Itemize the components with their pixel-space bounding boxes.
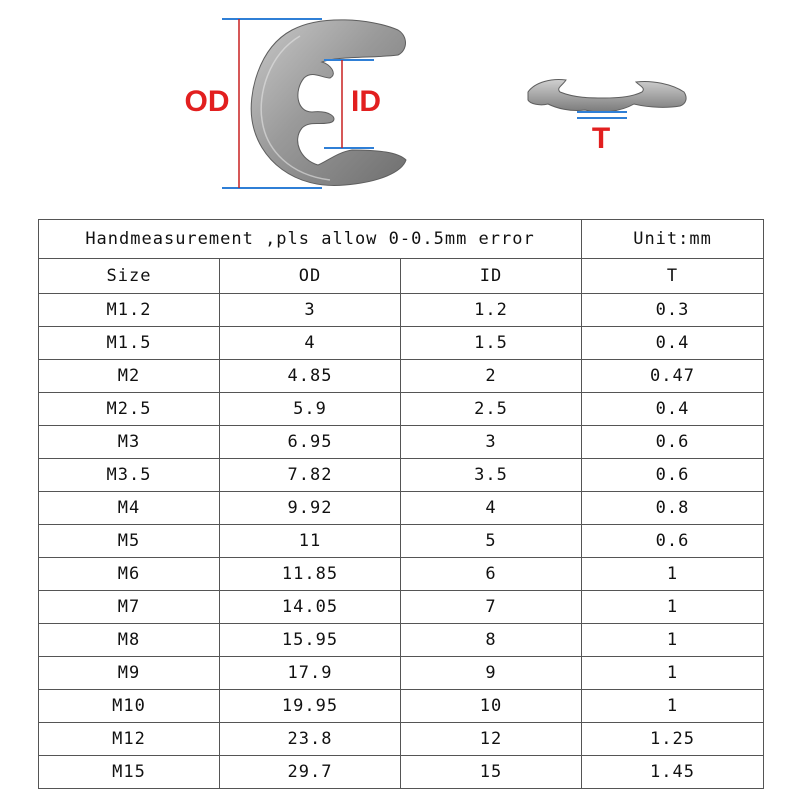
id-cell: 3 [401,426,582,459]
id-cell: 8 [401,624,582,657]
table-row [39,294,764,327]
t-cell: 0.4 [582,327,764,360]
table-row [39,591,764,624]
table-row [39,360,764,393]
table-row [39,756,764,789]
t-cell: 0.47 [582,360,764,393]
table-row [39,723,764,756]
od-cell: 23.8 [220,723,401,756]
header-od: OD [220,259,401,294]
id-cell: 9 [401,657,582,690]
id-cell: 4 [401,492,582,525]
e-clip-side-view [528,80,686,113]
table-row [39,657,764,690]
t-label: T [591,122,611,155]
id-label: ID [351,85,381,118]
od-cell: 6.95 [220,426,401,459]
od-cell: 7.82 [220,459,401,492]
measurement-note: Handmeasurement ,pls allow 0-0.5mm error [39,220,582,259]
od-cell: 5.9 [220,393,401,426]
od-cell: 3 [220,294,401,327]
size-cell: M3.5 [39,459,220,492]
id-cell: 1.2 [401,294,582,327]
size-cell: M1.2 [39,294,220,327]
size-cell: M7 [39,591,220,624]
header-row [39,259,764,294]
id-cell: 7 [401,591,582,624]
od-cell: 9.92 [220,492,401,525]
table-row [39,426,764,459]
table-row [39,690,764,723]
t-cell: 1 [582,657,764,690]
t-dimension [577,112,627,118]
od-cell: 4 [220,327,401,360]
size-table [38,219,764,789]
table-row [39,492,764,525]
size-cell: M12 [39,723,220,756]
table-row [39,393,764,426]
header-size: Size [39,259,220,294]
table-row [39,558,764,591]
header-t: T [582,259,764,294]
size-cell: M15 [39,756,220,789]
size-cell: M10 [39,690,220,723]
od-cell: 29.7 [220,756,401,789]
id-cell: 10 [401,690,582,723]
t-cell: 0.6 [582,525,764,558]
table-row [39,525,764,558]
id-cell: 2.5 [401,393,582,426]
od-cell: 4.85 [220,360,401,393]
size-cell: M1.5 [39,327,220,360]
size-cell: M8 [39,624,220,657]
t-cell: 0.8 [582,492,764,525]
size-cell: M3 [39,426,220,459]
id-cell: 3.5 [401,459,582,492]
table-row [39,327,764,360]
id-cell: 1.5 [401,327,582,360]
table-row [39,624,764,657]
size-cell: M9 [39,657,220,690]
od-label: OD [184,85,230,118]
od-cell: 11.85 [220,558,401,591]
note-row [39,220,764,259]
od-cell: 15.95 [220,624,401,657]
od-cell: 11 [220,525,401,558]
t-cell: 0.3 [582,294,764,327]
e-clip-front-view [251,20,406,186]
unit-label: Unit:mm [582,220,764,259]
size-cell: M2.5 [39,393,220,426]
id-cell: 15 [401,756,582,789]
t-cell: 1 [582,690,764,723]
size-cell: M5 [39,525,220,558]
t-cell: 1 [582,624,764,657]
t-cell: 1.45 [582,756,764,789]
od-cell: 17.9 [220,657,401,690]
t-cell: 0.6 [582,426,764,459]
e-clip-diagram [0,0,800,215]
t-cell: 1 [582,558,764,591]
id-cell: 6 [401,558,582,591]
size-cell: M4 [39,492,220,525]
size-cell: M2 [39,360,220,393]
id-cell: 2 [401,360,582,393]
id-cell: 12 [401,723,582,756]
od-cell: 19.95 [220,690,401,723]
t-cell: 0.4 [582,393,764,426]
table-row [39,459,764,492]
t-cell: 1 [582,591,764,624]
id-cell: 5 [401,525,582,558]
size-cell: M6 [39,558,220,591]
od-cell: 14.05 [220,591,401,624]
header-id: ID [401,259,582,294]
t-cell: 1.25 [582,723,764,756]
t-cell: 0.6 [582,459,764,492]
